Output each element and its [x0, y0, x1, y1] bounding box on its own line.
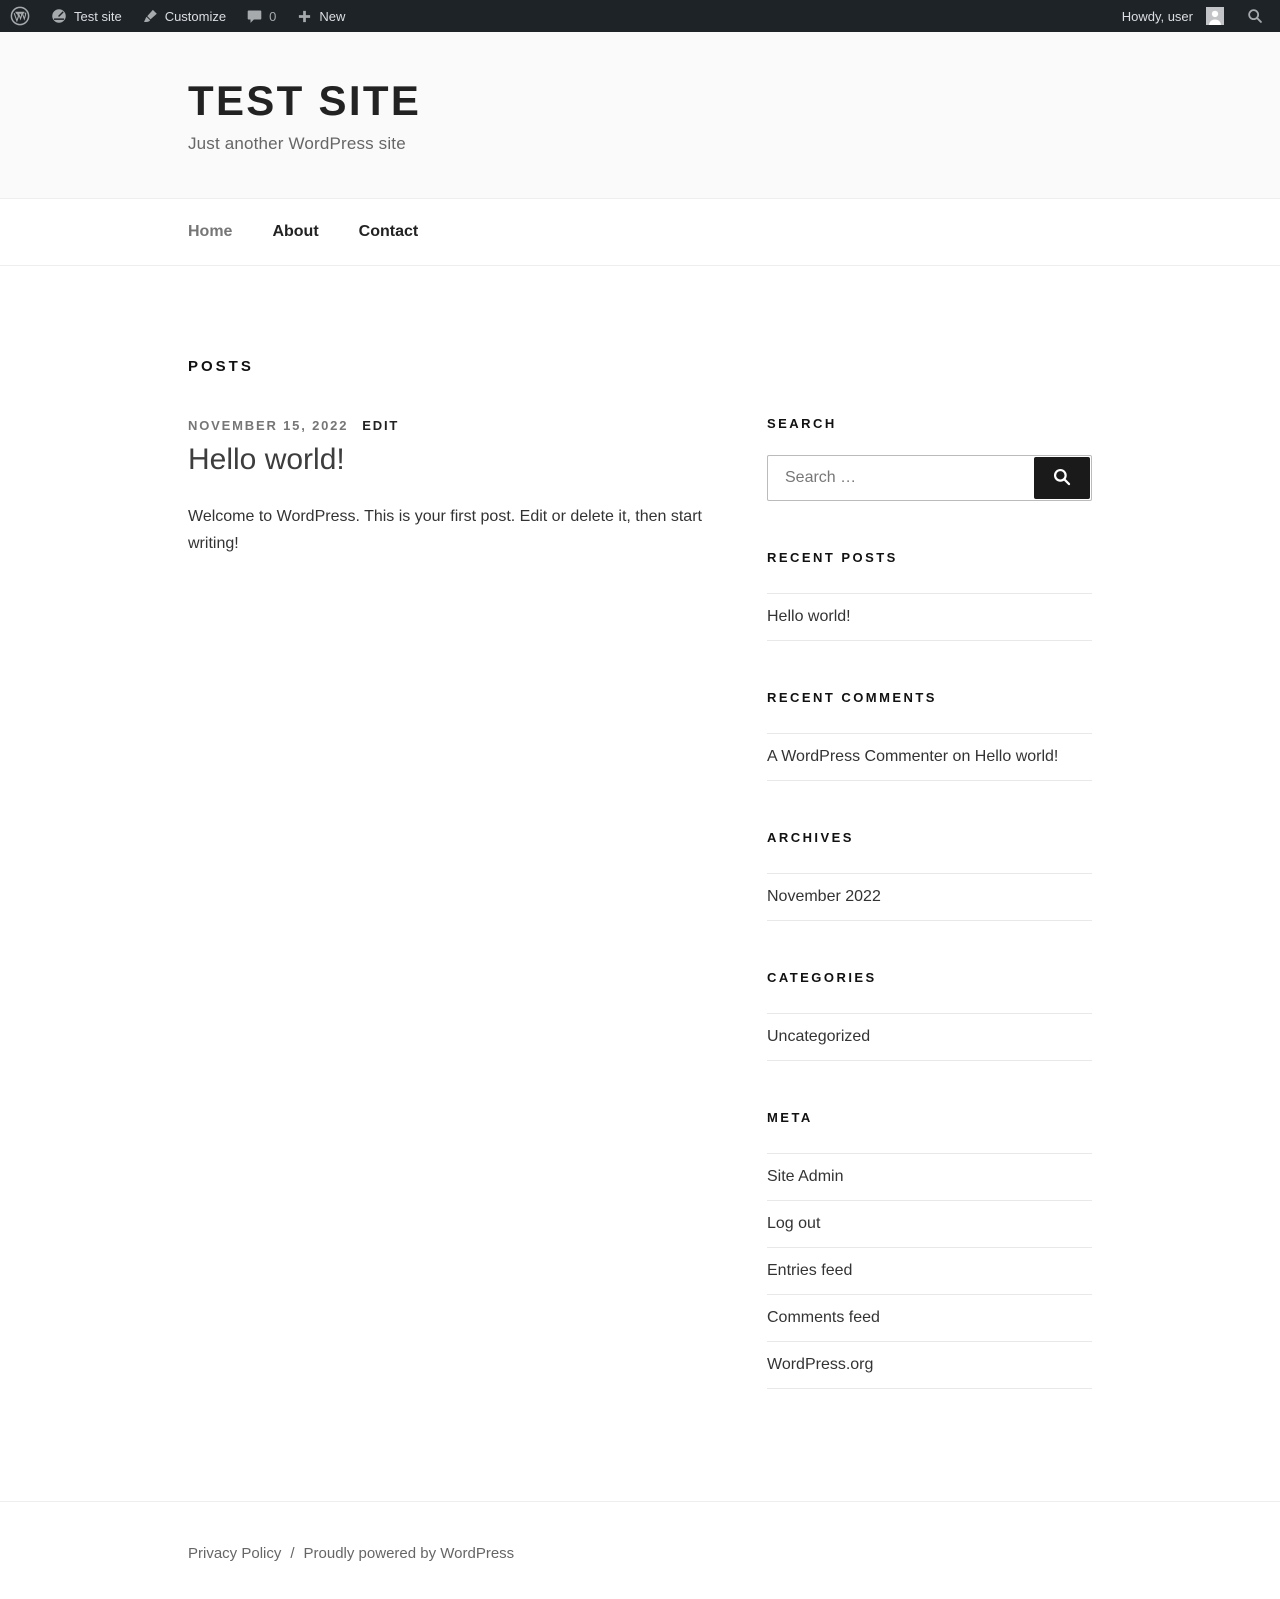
posts-section-title: POSTS: [188, 358, 254, 376]
post-article: [188, 418, 733, 557]
site-content: [0, 266, 1280, 1501]
category-link[interactable]: Uncategorized: [767, 1028, 871, 1046]
list-item: [767, 1154, 1092, 1201]
list-item: [767, 874, 1092, 921]
post-date-link[interactable]: NOVEMBER 15, 2022: [188, 418, 349, 434]
footer-separator: /: [290, 1545, 295, 1563]
main-navigation: [0, 199, 1280, 266]
meta-title: META: [767, 1110, 813, 1126]
admin-bar-right: [1112, 0, 1280, 32]
nav-item-home[interactable]: Home: [188, 223, 233, 241]
site-name-menu[interactable]: [40, 0, 132, 32]
site-tagline: Just another WordPress site: [188, 134, 406, 154]
post-meta: [188, 418, 733, 433]
admin-bar-site-name: Test site: [74, 8, 122, 24]
meta-link-entries-feed[interactable]: Entries feed: [767, 1262, 853, 1280]
list-item: [767, 1201, 1092, 1248]
recent-comments-title: RECENT COMMENTS: [767, 690, 937, 706]
customize-label: Customize: [164, 8, 227, 24]
recent-comments-widget: [767, 690, 1092, 781]
customize-menu[interactable]: [132, 0, 236, 32]
admin-bar: [0, 0, 1280, 32]
new-content-menu[interactable]: [286, 0, 355, 32]
site-header: [0, 32, 1280, 199]
wp-logo-menu[interactable]: [0, 0, 40, 32]
categories-widget: [767, 970, 1092, 1061]
recent-post-link[interactable]: Hello world!: [767, 608, 851, 626]
meta-link-comments-feed[interactable]: Comments feed: [767, 1309, 880, 1327]
dashboard-gauge-icon: [50, 7, 68, 25]
howdy-text: Howdy, user: [1121, 8, 1193, 24]
comments-bubble-icon: [246, 8, 263, 25]
list-item: [767, 1295, 1092, 1342]
recent-posts-widget: [767, 550, 1092, 641]
search-widget-title: SEARCH: [767, 416, 837, 432]
comments-count: 0: [269, 8, 277, 24]
meta-widget: [767, 1110, 1092, 1389]
comment-post-link[interactable]: Hello world!: [974, 748, 1059, 766]
search-button-icon: [1051, 466, 1073, 491]
powered-by-link[interactable]: Proudly powered by WordPress: [303, 1545, 515, 1563]
post-body-text: Welcome to WordPress. This is your first post. Edit or delete it, then start writing!: [188, 508, 702, 552]
post-edit-link[interactable]: EDIT: [362, 418, 400, 434]
new-label: New: [319, 8, 346, 24]
archives-title: ARCHIVES: [767, 830, 854, 846]
sidebar: [767, 416, 1092, 1389]
site-footer: [0, 1501, 1280, 1599]
comment-author-link[interactable]: A WordPress Commenter: [767, 748, 949, 766]
my-account-menu[interactable]: [1112, 0, 1234, 32]
search-widget: [767, 416, 1092, 501]
search-form: [767, 455, 1092, 501]
admin-bar-left: [0, 0, 355, 32]
list-item: [767, 1342, 1092, 1389]
list-item: [767, 594, 1092, 641]
nav-item-contact[interactable]: Contact: [358, 223, 419, 241]
archive-link[interactable]: November 2022: [767, 888, 881, 906]
site-title[interactable]: TEST SITE: [188, 77, 422, 124]
categories-title: CATEGORIES: [767, 970, 877, 986]
customize-brush-icon: [142, 8, 159, 25]
archives-widget: [767, 830, 1092, 921]
post-title-link[interactable]: Hello world!: [188, 443, 345, 477]
posts-column: [188, 358, 733, 557]
plus-icon: [296, 8, 313, 25]
user-avatar: [1206, 7, 1224, 25]
list-item: [767, 1248, 1092, 1295]
wordpress-logo-icon: [10, 6, 30, 26]
search-icon: [1246, 7, 1264, 25]
list-item: [767, 734, 1092, 781]
meta-link-wordpress-org[interactable]: WordPress.org: [767, 1356, 874, 1374]
comment-connector: on: [948, 748, 975, 766]
nav-item-about[interactable]: About: [272, 223, 319, 241]
comments-menu[interactable]: [236, 0, 286, 32]
meta-link-site-admin[interactable]: Site Admin: [767, 1168, 844, 1186]
privacy-policy-link[interactable]: Privacy Policy: [188, 1545, 282, 1563]
admin-bar-search[interactable]: [1234, 0, 1276, 32]
search-submit-button[interactable]: [1034, 457, 1090, 499]
recent-posts-title: RECENT POSTS: [767, 550, 898, 566]
meta-link-log-out[interactable]: Log out: [767, 1215, 821, 1233]
list-item: [767, 1014, 1092, 1061]
